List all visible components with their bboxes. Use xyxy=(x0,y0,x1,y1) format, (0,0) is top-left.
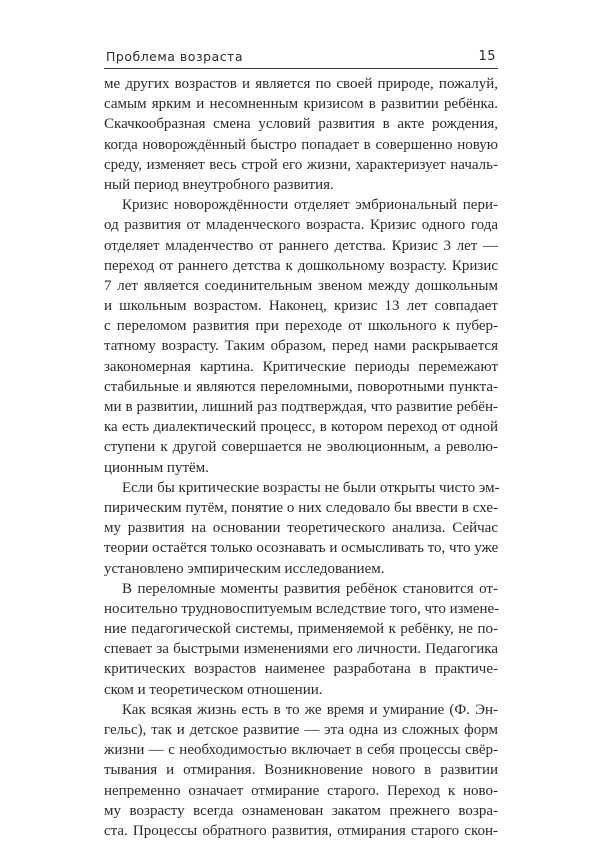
text-line: жизни — с необходимостью включает в себя процессы свёр- xyxy=(104,742,498,759)
text-line: критических возрастов наименее разработана в практиче- xyxy=(104,661,498,678)
text-line: и школьным возрастом. Наконец, кризис 13 лет совпадает xyxy=(104,298,498,315)
paragraph xyxy=(104,74,498,195)
text-line: Скачкообразная смена условий развития в акте рождения, xyxy=(104,116,498,133)
text-line: Как всякая жизнь есть в то же время и умирание (Ф. Эн- xyxy=(122,701,498,718)
text-line: ми в развитии, лишний раз подтверждая, что развитие ребён- xyxy=(104,399,498,415)
chapter-title: Проблема возраста xyxy=(106,49,244,64)
text-line: ступени к другой совершается не эволюционным, а револю- xyxy=(104,439,498,456)
text-line: пирическим путём, понятие о них следовало бы ввести в схе- xyxy=(104,499,498,516)
text-line: ние педагогической системы, применяемой к ребёнку, не по- xyxy=(104,621,498,638)
text-line: непременно означает отмирание старого. Переход к ново- xyxy=(104,782,498,799)
text-line: тывания и отмирания. Возникновение нового в развитии xyxy=(104,762,498,779)
text-line: В переломные моменты развития ребёнок становится от- xyxy=(122,580,498,597)
text-line: ный период внеутробного развития. xyxy=(104,176,334,193)
text-line: татному возрасту. Таким образом, перед нами раскрывается xyxy=(104,338,498,355)
text-line: ском и теоретическом отношении. xyxy=(104,681,323,698)
text-line: гельс), так и детское развитие — эта одна из сложных форм xyxy=(104,722,498,738)
text-line: од развития от младенческого возраста. Кризис одного года xyxy=(104,217,498,234)
text-line: когда новорождённый быстро попадает в совершенно новую xyxy=(104,136,498,153)
text-line: стабильные и являются переломными, поворотными пункта- xyxy=(104,378,498,395)
text-line: ционным путём. xyxy=(104,459,209,476)
page-number: 15 xyxy=(478,49,496,64)
text-line: Если бы критические возрасты не были открыты чисто эм- xyxy=(122,479,500,496)
running-header xyxy=(104,46,498,69)
paragraph xyxy=(104,700,498,841)
paragraph xyxy=(104,478,498,579)
text-line: установлено эмпирическим исследованием. xyxy=(104,560,385,577)
text-line: Кризис новорождённости отделяет эмбриональный пери- xyxy=(122,197,498,214)
text-line: самым ярким и несомненным кризисом в развитии ребёнка. xyxy=(104,96,498,113)
text-line: му возрасту всегда ознаменован закатом прежнего возра- xyxy=(104,802,498,819)
text-line: ста. Процессы обратного развития, отмирания старого скон- xyxy=(104,822,498,839)
paragraph xyxy=(104,195,498,478)
text-line: закономерная картина. Критические периоды перемежают xyxy=(104,358,498,375)
text-line: переход от раннего детства к дошкольному возрасту. Кризис xyxy=(104,257,498,274)
text-line: му развития на основании теоретического анализа. Сейчас xyxy=(104,520,498,537)
text-line: среду, изменяет весь строй его жизни, характеризует началь- xyxy=(104,156,498,173)
text-line: ка есть диалектический процесс, в котором переход от одной xyxy=(104,419,498,436)
text-line: 7 лет является соединительным звеном между дошкольным xyxy=(104,277,498,294)
text-line: с переломом развития при переходе от школьного к пубер- xyxy=(104,318,498,335)
paragraph xyxy=(104,579,498,700)
text-line: носительно трудновоспитуемым вследствие того, что измене- xyxy=(104,600,500,617)
body-text xyxy=(104,74,498,841)
text-line: ме других возрастов и является по своей природе, пожалуй, xyxy=(104,76,498,92)
text-line: отделяет младенчество от раннего детства. Кризис 3 лет — xyxy=(104,237,498,254)
text-line: спевает за быстрыми изменениями его личности. Педагогика xyxy=(104,641,498,658)
text-line: теории остаётся только осознавать и осмысливать то, что уже xyxy=(104,540,499,557)
